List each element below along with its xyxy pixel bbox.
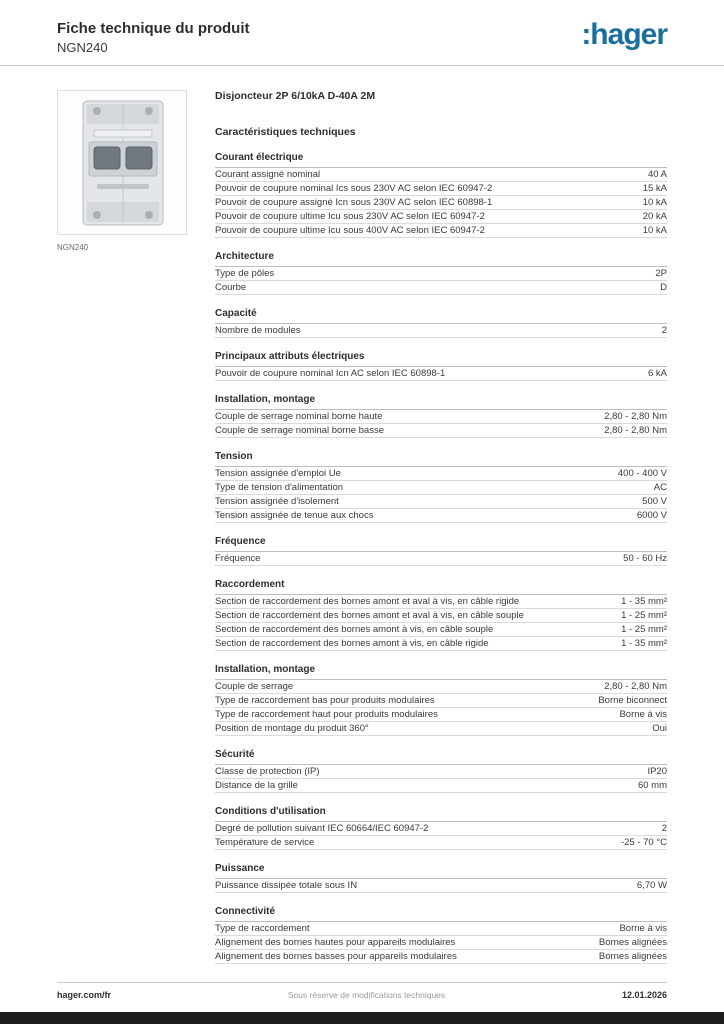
spec-row xyxy=(215,224,667,238)
spec-row xyxy=(215,609,667,623)
spec-label: Température de service xyxy=(215,837,315,848)
image-caption: NGN240 xyxy=(57,243,89,252)
section xyxy=(215,536,667,566)
section xyxy=(215,394,667,438)
spec-row xyxy=(215,708,667,722)
spec-row xyxy=(215,324,667,338)
spec-row xyxy=(215,424,667,438)
spec-label: Courant assigné nominal xyxy=(215,169,321,180)
spec-label: Tension assignée d'emploi Ue xyxy=(215,468,341,479)
right-column xyxy=(215,90,667,964)
spec-value: 2 xyxy=(661,823,667,834)
spec-row xyxy=(215,267,667,281)
spec-row xyxy=(215,623,667,637)
section-title: Installation, montage xyxy=(215,664,667,680)
spec-label: Tension assignée de tenue aux chocs xyxy=(215,510,374,521)
section xyxy=(215,251,667,295)
breaker-illustration xyxy=(67,98,177,228)
spec-label: Section de raccordement des bornes amont et aval à vis, en câble rigide xyxy=(215,596,520,607)
section-title: Capacité xyxy=(215,308,667,324)
spec-label: Couple de serrage nominal borne haute xyxy=(215,411,383,422)
spec-label: Puissance dissipée totale sous IN xyxy=(215,880,358,891)
spec-row xyxy=(215,950,667,964)
header-titles xyxy=(57,20,250,55)
spec-value: 10 kA xyxy=(642,197,667,208)
spec-label: Type de raccordement xyxy=(215,923,310,934)
spec-label: Pouvoir de coupure assigné Icn sous 230V AC selon IEC 60898-1 xyxy=(215,197,493,208)
footer-disclaimer: Sous réserve de modifications techniques xyxy=(287,990,446,1000)
spec-value: 1 - 35 mm² xyxy=(621,638,667,649)
spec-value: 20 kA xyxy=(642,211,667,222)
section xyxy=(215,863,667,893)
section-title: Raccordement xyxy=(215,579,667,595)
product-image xyxy=(57,90,187,235)
spec-label: Courbe xyxy=(215,282,247,293)
section xyxy=(215,906,667,964)
left-column xyxy=(57,90,187,964)
section xyxy=(215,152,667,238)
spec-value: D xyxy=(660,282,667,293)
spec-value: 6000 V xyxy=(636,510,667,521)
section-title: Sécurité xyxy=(215,749,667,765)
spec-label: Degré de pollution suivant IEC 60664/IEC 60947-2 xyxy=(215,823,429,834)
spec-value: 6 kA xyxy=(647,368,667,379)
spec-value: IP20 xyxy=(647,766,667,777)
spec-value: 1 - 25 mm² xyxy=(621,624,667,635)
spec-value: 6,70 W xyxy=(636,880,667,891)
spec-label: Fréquence xyxy=(215,553,261,564)
spec-row xyxy=(215,509,667,523)
spec-label: Section de raccordement des bornes amont à vis, en câble souple xyxy=(215,624,494,635)
spec-row xyxy=(215,836,667,850)
section xyxy=(215,308,667,338)
spec-value: 2,80 - 2,80 Nm xyxy=(604,681,667,692)
spec-value: 1 - 35 mm² xyxy=(621,596,667,607)
spec-row xyxy=(215,922,667,936)
spec-value: 10 kA xyxy=(642,225,667,236)
section xyxy=(215,451,667,523)
bottom-bar xyxy=(0,1012,724,1024)
spec-row xyxy=(215,552,667,566)
spec-label: Type de tension d'alimentation xyxy=(215,482,344,493)
spec-value: Bornes alignées xyxy=(598,951,667,962)
section xyxy=(215,664,667,736)
section-title: Conditions d'utilisation xyxy=(215,806,667,822)
spec-label: Alignement des bornes hautes pour appareils modulaires xyxy=(215,937,456,948)
page-title: Fiche technique du produit xyxy=(57,20,250,37)
spec-value: 500 V xyxy=(642,496,667,507)
spec-row xyxy=(215,410,667,424)
section xyxy=(215,351,667,381)
section xyxy=(215,806,667,850)
section-title: Fréquence xyxy=(215,536,667,552)
spec-label: Nombre de modules xyxy=(215,325,301,336)
spec-label: Pouvoir de coupure ultime Icu sous 230V AC selon IEC 60947-2 xyxy=(215,211,485,222)
spec-row xyxy=(215,595,667,609)
spec-row xyxy=(215,196,667,210)
spec-row xyxy=(215,822,667,836)
spec-value: 2P xyxy=(655,268,667,279)
spec-value: Borne biconnect xyxy=(598,695,667,706)
spec-row xyxy=(215,765,667,779)
spec-value: 400 - 400 V xyxy=(617,468,667,479)
spec-value: Bornes alignées xyxy=(598,937,667,948)
spec-label: Section de raccordement des bornes amont et aval à vis, en câble souple xyxy=(215,610,524,621)
spec-value: 2,80 - 2,80 Nm xyxy=(604,425,667,436)
spec-label: Position de montage du produit 360° xyxy=(215,723,369,734)
section-title: Puissance xyxy=(215,863,667,879)
spec-row xyxy=(215,936,667,950)
spec-value: 50 - 60 Hz xyxy=(623,553,667,564)
page-footer xyxy=(57,982,667,1000)
spec-value: 40 A xyxy=(647,169,667,180)
spec-row xyxy=(215,694,667,708)
spec-row xyxy=(215,481,667,495)
spec-row xyxy=(215,467,667,481)
characteristics-title: Caractéristiques techniques xyxy=(215,126,356,138)
spec-value: 60 mm xyxy=(637,780,667,791)
spec-label: Tension assignée d'isolement xyxy=(215,496,339,507)
hager-logo: :hager xyxy=(581,18,667,51)
section-title: Connectivité xyxy=(215,906,667,922)
spec-label: Pouvoir de coupure ultime Icu sous 400V AC selon IEC 60947-2 xyxy=(215,225,485,236)
footer-website: hager.com/fr xyxy=(57,990,112,1000)
spec-value: 15 kA xyxy=(642,183,667,194)
spec-label: Classe de protection (IP) xyxy=(215,766,320,777)
spec-row xyxy=(215,182,667,196)
sections-container xyxy=(215,152,667,964)
spec-row xyxy=(215,779,667,793)
footer-date: 12.01.2026 xyxy=(621,990,667,1000)
spec-row xyxy=(215,637,667,651)
spec-label: Couple de serrage nominal borne basse xyxy=(215,425,384,436)
section-title: Courant électrique xyxy=(215,152,667,168)
spec-value: 2 xyxy=(661,325,667,336)
spec-row xyxy=(215,722,667,736)
spec-value: Borne à vis xyxy=(619,923,667,934)
spec-value: Oui xyxy=(652,723,667,734)
spec-value: AC xyxy=(653,482,667,493)
spec-value: -25 - 70 °C xyxy=(620,837,667,848)
spec-row xyxy=(215,495,667,509)
section xyxy=(215,579,667,651)
spec-row xyxy=(215,210,667,224)
spec-value: 2,80 - 2,80 Nm xyxy=(604,411,667,422)
spec-row xyxy=(215,281,667,295)
product-name: Disjoncteur 2P 6/10kA D-40A 2M xyxy=(215,90,376,102)
spec-row xyxy=(215,680,667,694)
section-title: Principaux attributs électriques xyxy=(215,351,667,367)
spec-value: 1 - 25 mm² xyxy=(621,610,667,621)
page-header xyxy=(0,0,724,66)
spec-row xyxy=(215,879,667,893)
spec-label: Type de raccordement haut pour produits modulaires xyxy=(215,709,438,720)
main-content xyxy=(0,66,724,964)
spec-label: Pouvoir de coupure nominal Icn AC selon IEC 60898-1 xyxy=(215,368,446,379)
spec-label: Type de raccordement bas pour produits modulaires xyxy=(215,695,435,706)
section-title: Architecture xyxy=(215,251,667,267)
section-title: Installation, montage xyxy=(215,394,667,410)
spec-label: Section de raccordement des bornes amont à vis, en câble rigide xyxy=(215,638,489,649)
spec-label: Distance de la grille xyxy=(215,780,298,791)
section xyxy=(215,749,667,793)
spec-label: Type de pôles xyxy=(215,268,275,279)
spec-value: Borne à vis xyxy=(619,709,667,720)
spec-row xyxy=(215,367,667,381)
section-title: Tension xyxy=(215,451,667,467)
spec-label: Alignement des bornes basses pour appareils modulaires xyxy=(215,951,457,962)
spec-label: Pouvoir de coupure nominal Ics sous 230V AC selon IEC 60947-2 xyxy=(215,183,493,194)
spec-label: Couple de serrage xyxy=(215,681,294,692)
spec-row xyxy=(215,168,667,182)
product-reference: NGN240 xyxy=(57,40,108,55)
